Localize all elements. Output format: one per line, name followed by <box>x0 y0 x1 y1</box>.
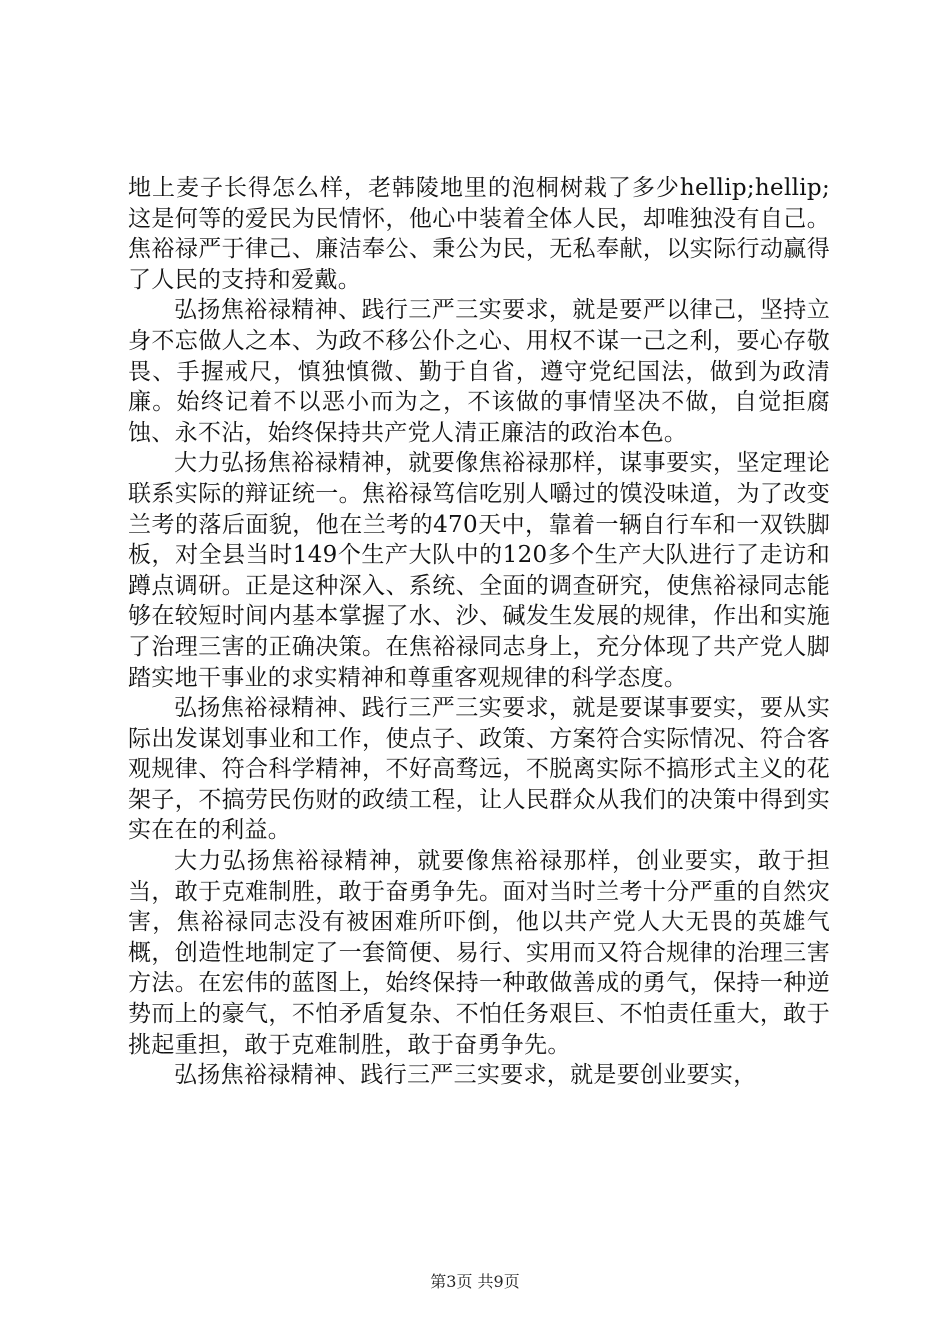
page-number-footer: 第3页 共9页 <box>430 1272 520 1291</box>
paragraph-6: 弘扬焦裕禄精神、践行三严三实要求，就是要创业要实， <box>174 1062 757 1089</box>
document-body <box>128 173 830 1091</box>
paragraph-2: 弘扬焦裕禄精神、践行三严三实要求，就是要严以律己，坚持立身不忘做人之本、为政不移公仆之心、用权不谋一己之利，要心存敬畏、手握戒尺，慎独慎微、勤于自省，遵守党纪国法，做到为政清廉。始终记着不以恶小而为之，不该做的事情坚决不做，自觉拒腐蚀、永不沾，始终保持共产党人清正廉洁的政治本色。 <box>128 297 830 446</box>
paragraph-1: 地上麦子长得怎么样，老韩陵地里的泡桐树栽了多少hellip;hellip;这是何等的爱民为民情怀，他心中装着全体人民，却唯独没有自己。焦裕禄严于律己、廉洁奉公、秉公为民，无私奉献，以实际行动赢得了人民的支持和爱戴。 <box>128 175 830 293</box>
paragraph-3: 大力弘扬焦裕禄精神，就要像焦裕禄那样，谋事要实，坚定理论联系实际的辩证统一。焦裕禄笃信吃别人嚼过的馍没味道，为了改变兰考的落后面貌，他在兰考的470天中，靠着一辆自行车和一双铁脚板，对全县当时149个生产大队中的120多个生产大队进行了走访和蹲点调研。正是这种深入、系统、全面的调查研究，使焦裕禄同志能够在较短时间内基本掌握了水、沙、碱发生发展的规律，作出和实施了治理三害的正确决策。在焦裕禄同志身上，充分体现了共产党人脚踏实地干事业的求实精神和尊重客观规律的科学态度。 <box>128 450 830 691</box>
paragraph-4: 弘扬焦裕禄精神、践行三严三实要求，就是要谋事要实，要从实际出发谋划事业和工作，使点子、政策、方案符合实际情况、符合客观规律、符合科学精神，不好高骛远，不脱离实际不搞形式主义的花架子，不搞劳民伤财的政绩工程，让人民群众从我们的决策中得到实实在在的利益。 <box>128 695 830 844</box>
paragraph-5: 大力弘扬焦裕禄精神，就要像焦裕禄那样，创业要实，敢于担当，敢于克难制胜，敢于奋勇争先。面对当时兰考十分严重的自然灾害，焦裕禄同志没有被困难所吓倒，他以共产党人大无畏的英雄气概，创造性地制定了一套简便、易行、实用而又符合规律的治理三害方法。在宏伟的蓝图上，始终保持一种敢做善成的勇气，保持一种逆势而上的豪气，不怕矛盾复杂、不怕任务艰巨、不怕责任重大，敢于挑起重担，敢于克难制胜，敢于奋勇争先。 <box>128 848 830 1058</box>
